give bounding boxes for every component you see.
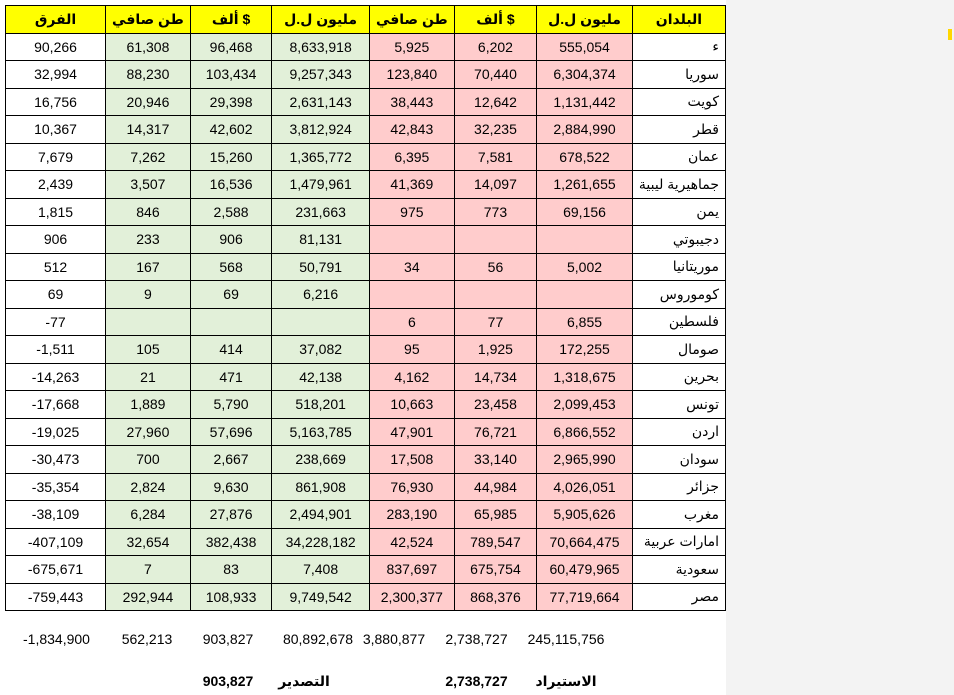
cell-export-tons[interactable]: 20,946 xyxy=(106,88,191,116)
header-country[interactable]: البلدان xyxy=(632,6,725,34)
cell-import-tons[interactable]: 5,925 xyxy=(369,33,454,61)
cell-export-lbp[interactable]: 81,131 xyxy=(272,226,370,254)
cell-export-lbp[interactable]: 9,257,343 xyxy=(272,61,370,89)
cell-export-usd[interactable]: 2,588 xyxy=(190,198,271,226)
header-import-tons[interactable]: طن صافي xyxy=(369,6,454,34)
cell-cursor-marker xyxy=(948,29,952,40)
cell-export-tons[interactable]: 21 xyxy=(106,363,191,391)
total-import-usd[interactable]: 2,738,727 xyxy=(445,631,508,647)
cell-import-lbp[interactable] xyxy=(537,281,633,309)
cell-export-lbp[interactable]: 7,408 xyxy=(272,556,370,584)
table-row xyxy=(6,116,726,144)
table-row xyxy=(6,336,726,364)
cell-import-lbp[interactable]: 77,719,664 xyxy=(537,583,633,611)
cell-country[interactable]: سعودية xyxy=(632,556,725,584)
cell-import-usd[interactable]: 32,235 xyxy=(454,116,536,144)
cell-import-lbp[interactable]: 1,131,442 xyxy=(537,88,633,116)
cell-country[interactable]: اردن xyxy=(632,418,725,446)
cell-country[interactable]: موريتانيا xyxy=(632,253,725,281)
cell-import-lbp[interactable]: 69,156 xyxy=(537,198,633,226)
cell-diff[interactable]: 69 xyxy=(6,281,106,309)
cell-diff[interactable]: -38,109 xyxy=(6,501,106,529)
cell-import-lbp[interactable] xyxy=(537,226,633,254)
cell-country[interactable]: سوريا xyxy=(632,61,725,89)
cell-import-usd[interactable]: 868,376 xyxy=(454,583,536,611)
cell-import-lbp[interactable]: 6,866,552 xyxy=(537,418,633,446)
cell-diff[interactable]: 10,367 xyxy=(6,116,106,144)
cell-country[interactable]: سودان xyxy=(632,446,725,474)
table-row xyxy=(6,33,726,61)
cell-export-lbp[interactable]: 2,631,143 xyxy=(272,88,370,116)
cell-export-usd[interactable]: 471 xyxy=(190,363,271,391)
cell-import-usd[interactable]: 675,754 xyxy=(454,556,536,584)
cell-diff[interactable]: -759,443 xyxy=(6,583,106,611)
cell-export-usd[interactable]: 906 xyxy=(190,226,271,254)
cell-import-tons[interactable]: 34 xyxy=(369,253,454,281)
cell-country[interactable]: جزائر xyxy=(632,473,725,501)
cell-export-tons[interactable]: 7,262 xyxy=(106,143,191,171)
cell-import-usd[interactable] xyxy=(454,281,536,309)
cell-country[interactable]: جماهيرية ليبية xyxy=(632,171,725,199)
cell-export-usd[interactable] xyxy=(190,308,271,336)
table-row xyxy=(6,253,726,281)
cell-export-lbp[interactable]: 5,163,785 xyxy=(272,418,370,446)
cell-diff[interactable]: 16,756 xyxy=(6,88,106,116)
cell-import-lbp[interactable]: 2,099,453 xyxy=(537,391,633,419)
table-row xyxy=(6,308,726,336)
table-row xyxy=(6,198,726,226)
cell-diff[interactable]: 7,679 xyxy=(6,143,106,171)
cell-export-tons[interactable]: 700 xyxy=(106,446,191,474)
cell-import-lbp[interactable]: 5,002 xyxy=(537,253,633,281)
cell-diff[interactable]: 90,266 xyxy=(6,33,106,61)
cell-import-tons[interactable]: 10,663 xyxy=(369,391,454,419)
cell-import-lbp[interactable]: 6,855 xyxy=(537,308,633,336)
cell-country[interactable]: يمن xyxy=(632,198,725,226)
cell-import-tons[interactable]: 837,697 xyxy=(369,556,454,584)
cell-export-tons[interactable]: 61,308 xyxy=(106,33,191,61)
cell-export-lbp[interactable]: 861,908 xyxy=(272,473,370,501)
cell-diff[interactable]: 906 xyxy=(6,226,106,254)
cell-import-tons[interactable]: 975 xyxy=(369,198,454,226)
total-export-lbp[interactable]: 80,892,678 xyxy=(282,631,354,647)
cell-export-usd[interactable]: 108,933 xyxy=(190,583,271,611)
cell-export-usd[interactable]: 27,876 xyxy=(190,501,271,529)
table-row xyxy=(6,88,726,116)
cell-country[interactable]: بحرين xyxy=(632,363,725,391)
cell-export-tons[interactable]: 32,654 xyxy=(106,528,191,556)
cell-import-tons[interactable]: 38,443 xyxy=(369,88,454,116)
cell-import-usd[interactable]: 1,925 xyxy=(454,336,536,364)
cell-country[interactable]: دجيبوتي xyxy=(632,226,725,254)
header-export-tons[interactable]: طن صافي xyxy=(106,6,191,34)
table-row xyxy=(6,446,726,474)
table-row xyxy=(6,226,726,254)
cell-export-tons[interactable]: 1,889 xyxy=(106,391,191,419)
footer-import-label[interactable]: الاستيراد xyxy=(535,673,597,689)
cell-import-lbp[interactable]: 172,255 xyxy=(537,336,633,364)
cell-export-tons[interactable]: 105 xyxy=(106,336,191,364)
cell-diff[interactable]: -407,109 xyxy=(6,528,106,556)
cell-diff[interactable]: -30,473 xyxy=(6,446,106,474)
total-import-lbp[interactable]: 245,115,756 xyxy=(527,631,605,647)
cell-diff[interactable]: -77 xyxy=(6,308,106,336)
table-row xyxy=(6,363,726,391)
cell-export-tons[interactable]: 292,944 xyxy=(106,583,191,611)
cell-export-usd[interactable]: 42,602 xyxy=(190,116,271,144)
cell-export-usd[interactable]: 103,434 xyxy=(190,61,271,89)
cell-country[interactable]: كوموروس xyxy=(632,281,725,309)
cell-export-lbp[interactable]: 1,365,772 xyxy=(272,143,370,171)
cell-export-lbp[interactable]: 37,082 xyxy=(272,336,370,364)
cell-export-tons[interactable]: 9 xyxy=(106,281,191,309)
cell-export-lbp[interactable]: 238,669 xyxy=(272,446,370,474)
cell-export-lbp[interactable]: 8,633,918 xyxy=(272,33,370,61)
cell-import-usd[interactable]: 65,985 xyxy=(454,501,536,529)
cell-import-usd[interactable]: 773 xyxy=(454,198,536,226)
cell-export-usd[interactable]: 57,696 xyxy=(190,418,271,446)
cell-import-usd[interactable]: 14,734 xyxy=(454,363,536,391)
cell-export-usd[interactable]: 69 xyxy=(190,281,271,309)
table-row xyxy=(6,143,726,171)
cell-country[interactable]: قطر xyxy=(632,116,725,144)
cell-export-usd[interactable]: 382,438 xyxy=(190,528,271,556)
cell-export-tons[interactable]: 27,960 xyxy=(106,418,191,446)
cell-export-tons[interactable]: 7 xyxy=(106,556,191,584)
table-row xyxy=(6,418,726,446)
table-row xyxy=(6,556,726,584)
cell-import-usd[interactable] xyxy=(454,226,536,254)
table-row xyxy=(6,501,726,529)
cell-country[interactable]: عمان xyxy=(632,143,725,171)
cell-export-lbp[interactable]: 42,138 xyxy=(272,363,370,391)
cell-export-usd[interactable]: 96,468 xyxy=(190,33,271,61)
cell-import-usd[interactable]: 6,202 xyxy=(454,33,536,61)
table-row xyxy=(6,281,726,309)
cell-import-lbp[interactable]: 60,479,965 xyxy=(537,556,633,584)
cell-import-lbp[interactable]: 6,304,374 xyxy=(537,61,633,89)
cell-import-usd[interactable]: 56 xyxy=(454,253,536,281)
cell-export-usd[interactable]: 83 xyxy=(190,556,271,584)
cell-export-lbp[interactable]: 3,812,924 xyxy=(272,116,370,144)
cell-diff[interactable]: 32,994 xyxy=(6,61,106,89)
cell-import-lbp[interactable]: 1,318,675 xyxy=(537,363,633,391)
cell-import-tons[interactable]: 123,840 xyxy=(369,61,454,89)
cell-import-lbp[interactable]: 2,884,990 xyxy=(537,116,633,144)
total-export-usd[interactable]: 903,827 xyxy=(202,631,254,647)
cell-export-tons[interactable]: 846 xyxy=(106,198,191,226)
table-row xyxy=(6,473,726,501)
cell-export-tons[interactable]: 167 xyxy=(106,253,191,281)
cell-import-tons[interactable]: 6,395 xyxy=(369,143,454,171)
cell-import-tons[interactable]: 47,901 xyxy=(369,418,454,446)
table-body xyxy=(6,33,726,611)
cell-diff[interactable]: 2,439 xyxy=(6,171,106,199)
cell-import-tons[interactable]: 17,508 xyxy=(369,446,454,474)
header-export-usd[interactable]: ألف $ xyxy=(190,6,271,34)
cell-diff[interactable]: 1,815 xyxy=(6,198,106,226)
cell-import-usd[interactable]: 12,642 xyxy=(454,88,536,116)
cell-import-tons[interactable]: 42,843 xyxy=(369,116,454,144)
cell-import-tons[interactable] xyxy=(369,281,454,309)
cell-export-tons[interactable]: 6,284 xyxy=(106,501,191,529)
cell-import-usd[interactable]: 7,581 xyxy=(454,143,536,171)
cell-import-lbp[interactable]: 5,905,626 xyxy=(537,501,633,529)
cell-diff[interactable]: -14,263 xyxy=(6,363,106,391)
cell-import-tons[interactable]: 41,369 xyxy=(369,171,454,199)
header-diff[interactable]: الفرق xyxy=(6,6,106,34)
table-row xyxy=(6,171,726,199)
table-row xyxy=(6,583,726,611)
cell-import-usd[interactable]: 44,984 xyxy=(454,473,536,501)
cell-diff[interactable]: -19,025 xyxy=(6,418,106,446)
cell-export-tons[interactable] xyxy=(106,308,191,336)
cell-import-tons[interactable] xyxy=(369,226,454,254)
table-row xyxy=(6,61,726,89)
cell-export-lbp[interactable]: 518,201 xyxy=(272,391,370,419)
cell-import-usd[interactable]: 789,547 xyxy=(454,528,536,556)
cell-country[interactable]: كويت xyxy=(632,88,725,116)
cell-country[interactable]: تونس xyxy=(632,391,725,419)
cell-import-tons[interactable]: 95 xyxy=(369,336,454,364)
trade-table xyxy=(5,5,726,611)
cell-import-tons[interactable]: 283,190 xyxy=(369,501,454,529)
cell-country[interactable]: مصر xyxy=(632,583,725,611)
total-export-tons[interactable]: 562,213 xyxy=(121,631,173,647)
cell-export-lbp[interactable]: 50,791 xyxy=(272,253,370,281)
cell-import-lbp[interactable]: 70,664,475 xyxy=(537,528,633,556)
cell-import-tons[interactable]: 2,300,377 xyxy=(369,583,454,611)
cell-export-tons[interactable]: 14,317 xyxy=(106,116,191,144)
header-export-lbp[interactable]: مليون ل.ل xyxy=(272,6,370,34)
cell-diff[interactable]: -35,354 xyxy=(6,473,106,501)
cell-export-lbp[interactable]: 34,228,182 xyxy=(272,528,370,556)
cell-import-tons[interactable]: 4,162 xyxy=(369,363,454,391)
cell-diff[interactable]: -1,511 xyxy=(6,336,106,364)
cell-export-usd[interactable]: 9,630 xyxy=(190,473,271,501)
cell-import-tons[interactable]: 6 xyxy=(369,308,454,336)
cell-export-tons[interactable]: 2,824 xyxy=(106,473,191,501)
footer-export-label[interactable]: التصدير xyxy=(278,673,330,689)
cell-export-lbp[interactable] xyxy=(272,308,370,336)
header-row xyxy=(6,6,726,34)
footer-export-value[interactable]: 903,827 xyxy=(202,673,254,689)
footer-import-value[interactable]: 2,738,727 xyxy=(445,673,508,689)
total-diff[interactable]: -1,834,900 xyxy=(23,631,90,647)
cell-export-lbp[interactable]: 9,749,542 xyxy=(272,583,370,611)
total-import-tons[interactable]: 3,880,877 xyxy=(362,631,426,647)
cell-export-lbp[interactable]: 1,479,961 xyxy=(272,171,370,199)
cell-import-lbp[interactable]: 1,261,655 xyxy=(537,171,633,199)
cell-export-usd[interactable]: 2,667 xyxy=(190,446,271,474)
cell-import-tons[interactable]: 76,930 xyxy=(369,473,454,501)
header-import-lbp[interactable]: مليون ل.ل xyxy=(537,6,633,34)
cell-export-tons[interactable]: 88,230 xyxy=(106,61,191,89)
cell-import-usd[interactable]: 70,440 xyxy=(454,61,536,89)
cell-import-usd[interactable]: 77 xyxy=(454,308,536,336)
cell-export-usd[interactable]: 568 xyxy=(190,253,271,281)
cell-import-lbp[interactable]: 555,054 xyxy=(537,33,633,61)
cell-import-lbp[interactable]: 678,522 xyxy=(537,143,633,171)
cell-country[interactable]: مغرب xyxy=(632,501,725,529)
table-row xyxy=(6,528,726,556)
header-import-usd[interactable]: ألف $ xyxy=(454,6,536,34)
table-row xyxy=(6,391,726,419)
cell-diff[interactable]: -17,668 xyxy=(6,391,106,419)
cell-export-usd[interactable]: 414 xyxy=(190,336,271,364)
cell-export-lbp[interactable]: 231,663 xyxy=(272,198,370,226)
cell-country[interactable]: فلسطين xyxy=(632,308,725,336)
cell-export-usd[interactable]: 15,260 xyxy=(190,143,271,171)
cell-export-usd[interactable]: 29,398 xyxy=(190,88,271,116)
cell-import-usd[interactable]: 76,721 xyxy=(454,418,536,446)
cell-import-lbp[interactable]: 2,965,990 xyxy=(537,446,633,474)
cell-export-lbp[interactable]: 2,494,901 xyxy=(272,501,370,529)
cell-diff[interactable]: -675,671 xyxy=(6,556,106,584)
side-panel xyxy=(726,0,954,695)
cell-export-tons[interactable]: 233 xyxy=(106,226,191,254)
cell-country[interactable]: امارات عربية xyxy=(632,528,725,556)
cell-import-usd[interactable]: 33,140 xyxy=(454,446,536,474)
cell-diff[interactable]: 512 xyxy=(6,253,106,281)
cell-export-lbp[interactable]: 6,216 xyxy=(272,281,370,309)
cell-import-usd[interactable]: 23,458 xyxy=(454,391,536,419)
cell-export-usd[interactable]: 16,536 xyxy=(190,171,271,199)
cell-import-usd[interactable]: 14,097 xyxy=(454,171,536,199)
cell-import-lbp[interactable]: 4,026,051 xyxy=(537,473,633,501)
cell-import-tons[interactable]: 42,524 xyxy=(369,528,454,556)
cell-export-tons[interactable]: 3,507 xyxy=(106,171,191,199)
cell-country[interactable]: ء xyxy=(632,33,725,61)
cell-export-usd[interactable]: 5,790 xyxy=(190,391,271,419)
cell-country[interactable]: صومال xyxy=(632,336,725,364)
